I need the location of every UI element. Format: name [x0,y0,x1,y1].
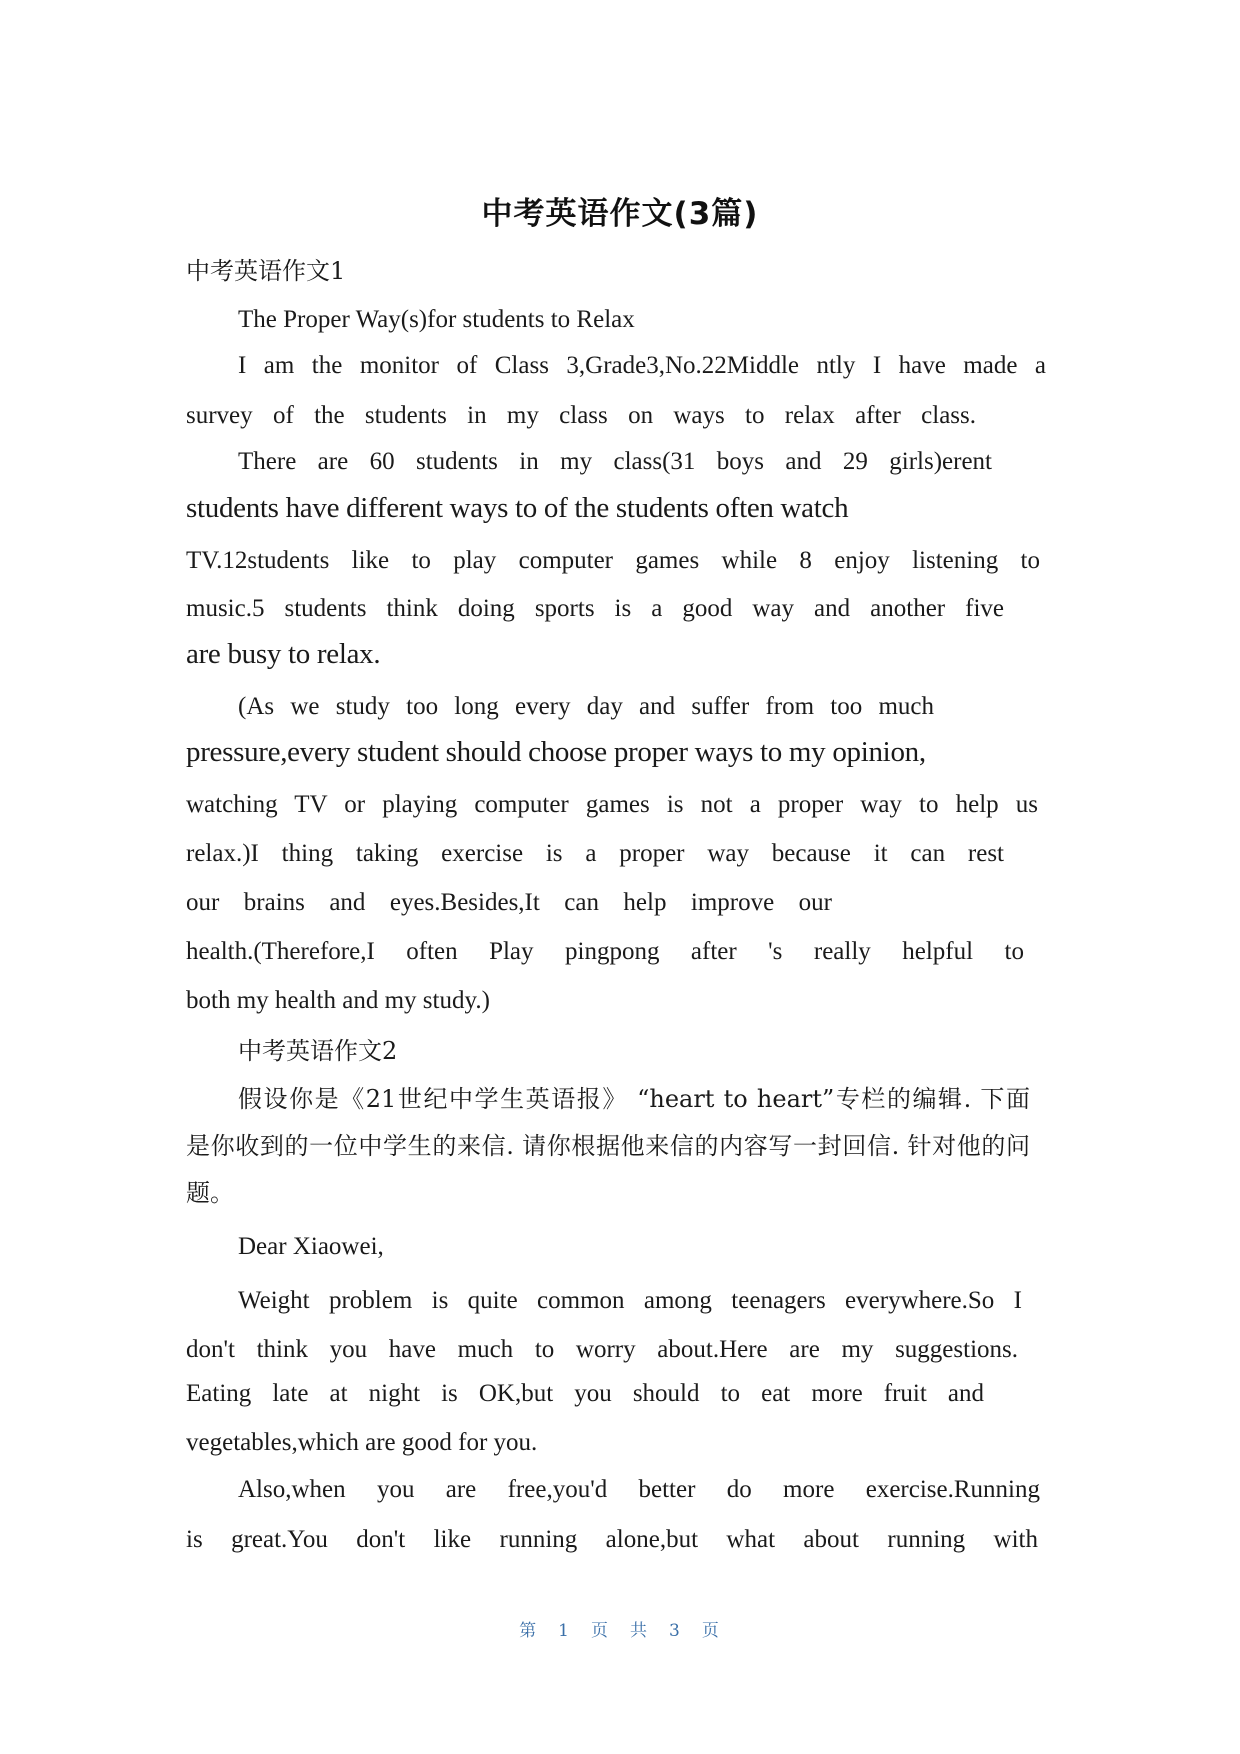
text-line: health.(Therefore,I often Play pingpong after 's really helpful to [186,938,1024,965]
text-line: Eating late at night is OK,but you should to eat more fruit and [186,1380,984,1407]
text-line: TV.12students like to play computer games while 8 enjoy listening to [186,547,1040,574]
text-line: I am the monitor of Class 3,Grade3,No.22Middle ntly I have made a [238,352,1046,379]
document-title: 中考英语作文(3篇) [481,196,759,232]
text-line: music.5 students think doing sports is a good way and another five [186,595,1004,622]
text-line: our brains and eyes.Besides,It can help improve our [186,889,832,916]
text-line: don't think you have much to worry about.Here are my suggestions. [186,1336,1018,1363]
footer-page-number: 1 [558,1621,571,1641]
text-line: both my health and my study.) [186,987,490,1014]
text-line: vegetables,which are good for you. [186,1429,538,1456]
text-line: (As we study too long every day and suffer from too much [238,693,934,720]
text-line: students have different ways to of the students often watch [186,492,849,524]
essay-title-line: The Proper Way(s)for students to Relax [238,306,635,333]
letter-greeting: Dear Xiaowei, [238,1233,384,1260]
page-footer [0,1616,1240,1641]
text-line: pressure,every student should choose proper ways to my opinion, [186,736,926,768]
text-line: survey of the students in my class on ways to relax after class. [186,402,976,429]
section-heading-2: 中考英语作文2 [238,1037,398,1065]
text-line: relax.)I thing taking exercise is a proper way because it can rest [186,840,1004,867]
footer-di: 第 [519,1621,539,1641]
text-line: 是你收到的一位中学生的来信. 请你根据他来信的内容写一封回信. 针对他的问 [186,1132,1030,1160]
text-line: Weight problem is quite common among teenagers everywhere.So I [238,1287,1022,1314]
section-heading-1: 中考英语作文1 [186,257,346,285]
text-line: are busy to relax. [186,638,381,670]
text-line: There are 60 students in my class(31 boys and 29 girls)erent [238,448,992,475]
footer-total-pages: 3 [669,1621,682,1641]
text-line: 题。 [186,1179,234,1207]
footer-ye: 页 [591,1621,610,1641]
footer-ye-2: 页 [701,1621,721,1641]
footer-gong: 共 [630,1621,649,1641]
text-line: watching TV or playing computer games is not a proper way to help us [186,791,1038,818]
text-line: is great.You don't like running alone,but what about running with [186,1526,1038,1553]
text-line: 假设你是《21世纪中学生英语报》 “heart to heart”专栏的编辑. 下面 [238,1085,1030,1113]
text-line: Also,when you are free,you'd better do more exercise.Running [238,1476,1040,1503]
